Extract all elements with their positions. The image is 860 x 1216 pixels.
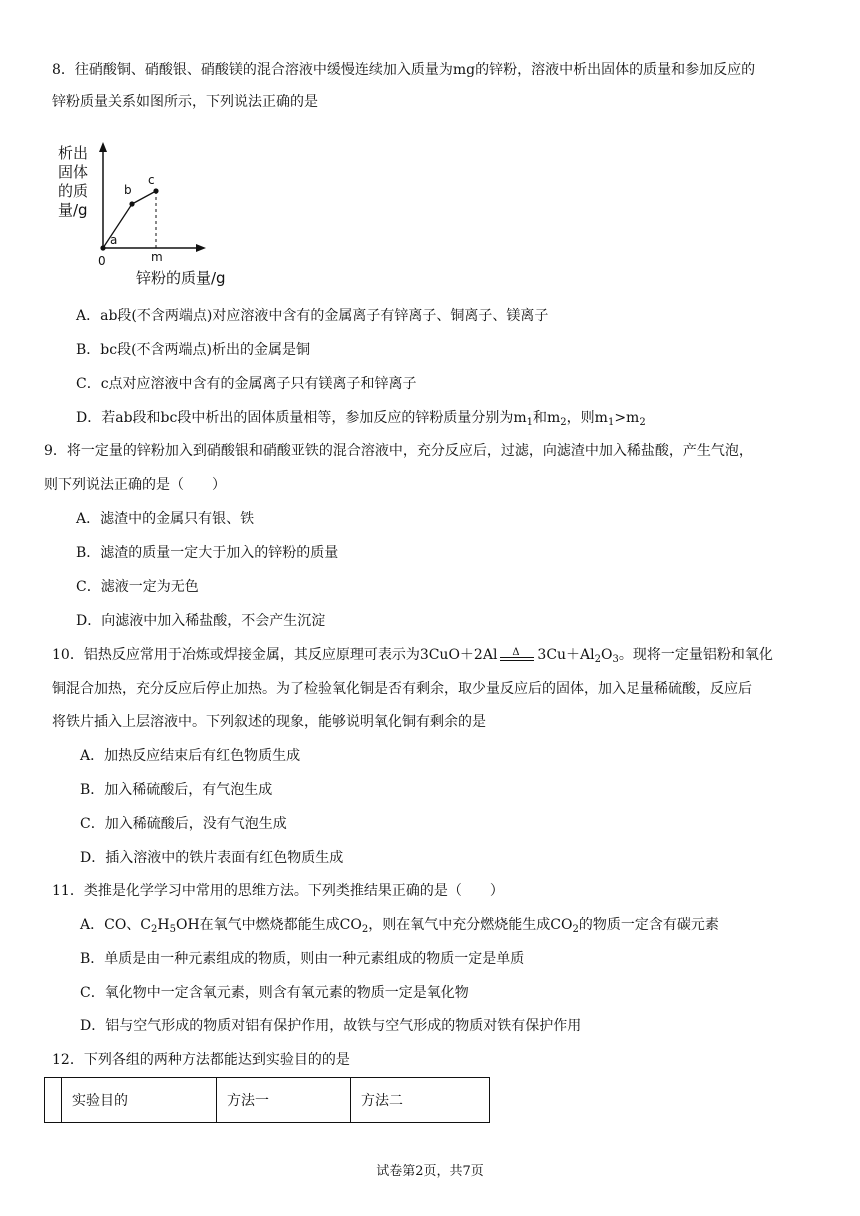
m-label: m (151, 250, 163, 264)
table-header-method-2: 方法二 (351, 1078, 490, 1123)
point-b-label: b (124, 183, 132, 197)
q9-option-a: A．滤渣中的金属只有银、铁 (76, 511, 255, 527)
q8-figure-graph (56, 138, 246, 290)
q9-stem-line1: 9．将一定量的锌粉加入到硝酸银和硝酸亚铁的混合溶液中，充分反应后，过滤，向滤渣中加入稀盐酸，产生气泡， (44, 443, 753, 459)
y-axis-label (58, 144, 88, 219)
q10-option-c: C．加入稀硫酸后，没有气泡生成 (80, 816, 287, 832)
x-axis-label: 锌粉的质量/g (136, 269, 226, 287)
origin-label: 0 (98, 254, 106, 268)
q8-stem-line1: 8．往硝酸铜、硝酸银、硝酸镁的混合溶液中缓慢连续加入质量为mg的锌粉，溶液中析出固体的质量和参加反应的 (52, 62, 756, 78)
q10-stem-line3: 将铁片插入上层溶液中。下列叙述的现象，能够说明氧化铜有剩余的是 (52, 714, 486, 730)
heat-condition-symbol: Δ (498, 647, 536, 661)
q10-option-b: B．加入稀硫酸后，有气泡生成 (80, 782, 273, 798)
table-row (45, 1078, 490, 1123)
q10-stem-line2: 铜混合加热，充分反应后停止加热。为了检验氧化铜是否有剩余，取少量反应后的固体，加入足量稀硫酸，反应后 (52, 681, 752, 697)
point-o (100, 245, 105, 250)
y-label-line-4: 量/g (58, 201, 88, 219)
x-axis-arrow (196, 244, 206, 252)
q8-option-c: C．c点对应溶液中含有的金属离子只有镁离子和锌离子 (76, 376, 417, 392)
q8-option-a: A．ab段(不含两端点)对应溶液中含有的金属离子有锌离子、铜离子、镁离子 (76, 308, 549, 324)
q11-option-b: B．单质是由一种元素组成的物质，则由一种元素组成的物质一定是单质 (80, 951, 525, 967)
q11-option-a: A．CO、$C_2H_5OH$在氧气中燃烧都能生成$CO_2$，则在氧气中充分燃烧能生成$CO_2$的物质一定含有碳元素 (80, 917, 719, 935)
q11-option-d: D．铝与空气形成的物质对铝有保护作用，故铁与空气形成的物质对铁有保护作用 (80, 1018, 582, 1034)
q9-option-d: D．向滤液中加入稀盐酸，不会产生沉淀 (76, 613, 326, 629)
point-b (129, 201, 134, 206)
table-header-method-1: 方法一 (217, 1078, 351, 1123)
q9-option-c: C．滤液一定为无色 (76, 579, 199, 595)
q8-option-d: D．若ab段和bc段中析出的固体质量相等，参加反应的锌粉质量分别为$m_1$和$m_2$，则$m_1>m_2$ (76, 410, 646, 428)
y-axis-arrow (99, 142, 107, 152)
point-a-label: a (110, 233, 118, 247)
q9-option-b: B．滤渣的质量一定大于加入的锌粉的质量 (76, 545, 339, 561)
y-label-line-3: 的质 (58, 182, 89, 200)
y-label-line-1: 析出 (58, 144, 89, 162)
q9-stem-line2: 则下列说法正确的是（ ） (44, 477, 226, 493)
q11-stem: 11．类推是化学学习中常用的思维方法。下列类推结果正确的是（ ） (52, 883, 504, 899)
q10-option-a: A．加热反应结束后有红色物质生成 (80, 748, 301, 764)
page-footer: 试卷第2页，共7页 (376, 1164, 484, 1179)
q12-table (44, 1077, 490, 1123)
table-header-purpose: 实验目的 (62, 1078, 217, 1123)
q11-option-c: C．氧化物中一定含氧元素，则含有氧元素的物质一定是氧化物 (80, 985, 469, 1001)
q8-stem-line2: 锌粉质量关系如图所示，下列说法正确的是 (52, 94, 318, 110)
table-header-index (45, 1078, 62, 1123)
y-label-line-2: 固体 (58, 163, 89, 181)
q12-stem: 12．下列各组的两种方法都能达到实验目的的是 (52, 1052, 350, 1068)
q10-stem-line1: 10．铝热反应常用于冶炼或焊接金属，其反应原理可表示为3CuO＋2Al Δ $3Cu+Al_2O_3$。现将一定量铝粉和氧化 (52, 647, 773, 665)
q8-option-b: B．bc段(不含两端点)析出的金属是铜 (76, 342, 311, 358)
point-c-label: c (148, 173, 155, 187)
q10-option-d: D．插入溶液中的铁片表面有红色物质生成 (80, 850, 344, 866)
